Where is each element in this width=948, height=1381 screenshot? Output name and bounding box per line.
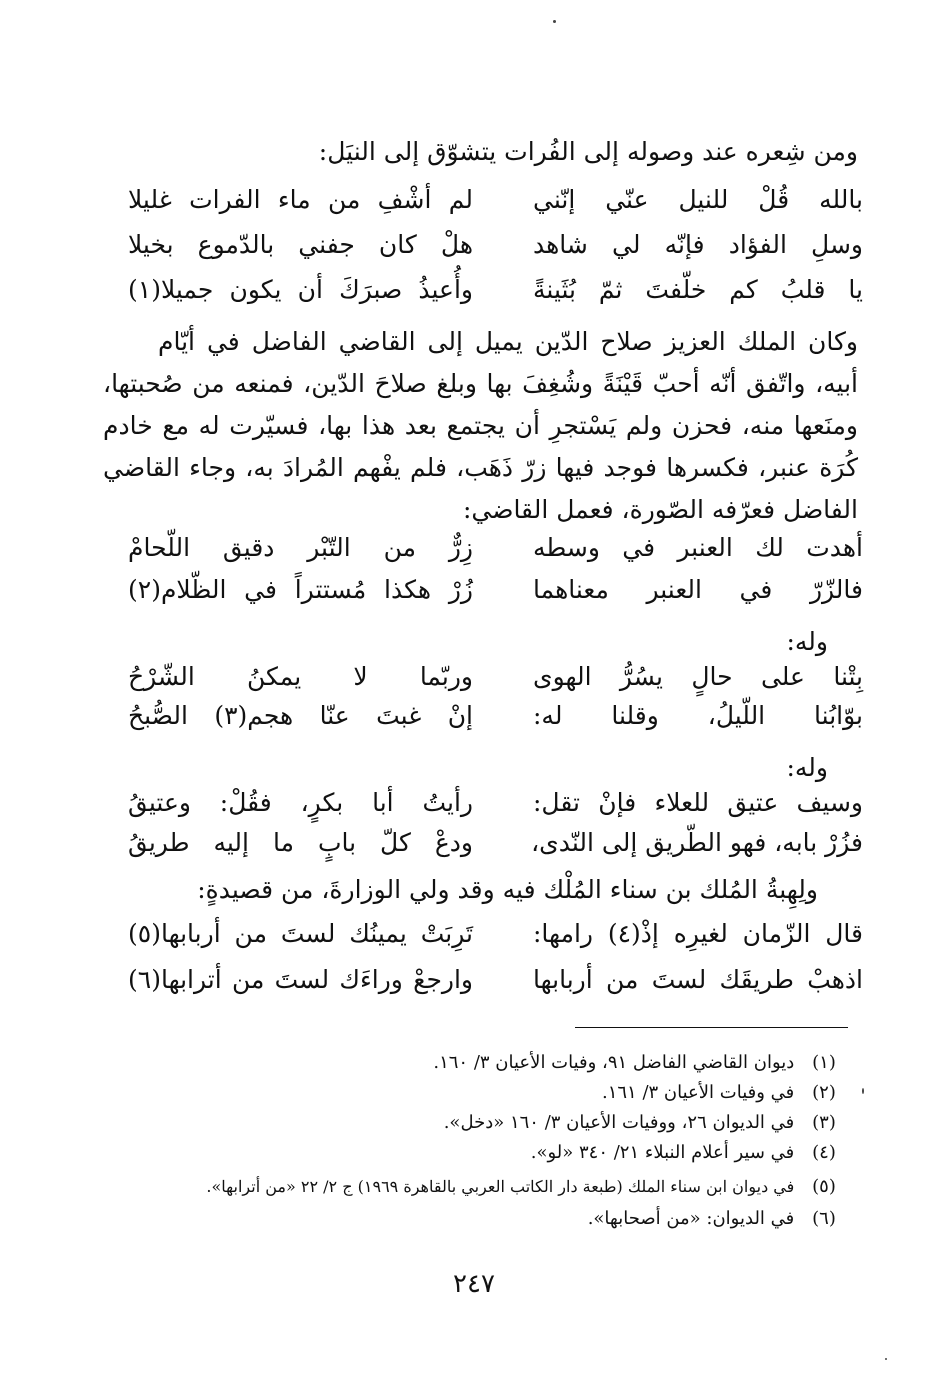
footnote xyxy=(206,1172,848,1202)
hemistich-first: بوّابُنا اللّيلُ، وقلنا له: xyxy=(533,701,863,730)
hemistich-second: ودعْ كلّ بابٍ ما إليه طريقُ xyxy=(128,828,473,857)
prose-line: ومنَعها منه، فحزن ولم يَسْتجرِ أن يجتمع بعد هذا بها، فسيّرت له مع خادم xyxy=(103,411,858,440)
intro-line: ومن شِعره عند وصوله إلى الفُرات يتشوّق إلى النيَل: xyxy=(318,137,858,166)
footnote-text: ديوان القاضي الفاضل ٩١، وفيات الأعيان ٣/ ١٦٠. xyxy=(433,1052,795,1073)
scan-speck xyxy=(885,1358,887,1360)
footnote-number: (٤) xyxy=(812,1142,836,1163)
hemistich-first: يا قلبُ كم خلّفتَ ثمّ بُثَينةً xyxy=(533,275,863,304)
hemistich-first: وسيف عتيق للعلاء فإنْ تقل: xyxy=(533,788,863,817)
footnote-text: في ديوان ابن سناء الملك (طبعة دار الكاتب العربي بالقاهرة ١٩٦٩) ج ٢/ ٢٢ «من أترابها». xyxy=(206,1177,795,1196)
hemistich-second: زِرٌّ من التّبْر دقيق اللّحامْ xyxy=(128,533,473,562)
walahu-label: وله: xyxy=(786,753,828,782)
walahu-label: وله: xyxy=(786,627,828,656)
hemistich-first: بالله قُلْ للنيل عنّي إنّني xyxy=(533,185,863,214)
verse-line xyxy=(128,960,863,1000)
footnote-text: في سير أعلام النبلاء ٢١/ ٣٤٠ «لو». xyxy=(530,1142,795,1163)
footnote-number: (٥) xyxy=(812,1176,836,1197)
verse-line xyxy=(128,696,863,736)
prose-line: أبيه، واتّفق أنّه أحبّ قَيْنَةً وشُغِفَ بها وبلغ صلاحَ الدّين، فمنعه من صُحبتها، xyxy=(103,369,858,398)
hemistich-first: أهدت لك العنبر في وسطه xyxy=(533,533,863,562)
hemistich-second: وأُعيذُ صبرَكَ أن يكون جميلا(١) xyxy=(128,275,473,304)
hemistich-first: فزُرْ بابه، فهو الطّريق إلى النّدى، xyxy=(531,828,863,857)
hemistich-first: قال الزّمان لغيرِه إذْ(٤) رامها: xyxy=(533,919,863,948)
scan-speck xyxy=(553,20,556,23)
intro-line: ولِهِبةُ المُلك بن سناء المُلْك فيه وقد ولي الوزارةَ، من قصيدةٍ: xyxy=(197,875,818,904)
verse-line xyxy=(128,180,863,220)
footnote xyxy=(444,1108,848,1138)
verse-line xyxy=(128,783,863,823)
footnote xyxy=(433,1048,848,1078)
page-number: ٢٤٧ xyxy=(453,1269,495,1299)
footnote xyxy=(602,1078,848,1108)
prose-line: الفاضل فعرّفه الصّورة، فعمل القاضي: xyxy=(462,495,858,524)
verse-line xyxy=(128,657,863,697)
hemistich-second: رأيتُ أبا بكرٍ، فقُلْ: وعتيقُ xyxy=(128,788,473,817)
footnote-text: في الديوان: «من أصحابها». xyxy=(587,1208,795,1229)
hemistich-second: وربّما لا يمكنُ الشّرْحُ xyxy=(128,662,473,691)
verse-line xyxy=(128,914,863,954)
hemistich-second: هلْ كان جفني بالدّموع بخيلا xyxy=(128,230,473,259)
footnote-separator xyxy=(575,1027,848,1028)
hemistich-second: إنْ غبتَ عنّا هجم(٣) الصُّبحُ xyxy=(128,701,474,730)
footnote xyxy=(531,1138,848,1168)
hemistich-second: وارجعْ وراءَك لستَ من أترابها(٦) xyxy=(128,965,473,994)
footnote-text: في الديوان ٢٦، ووفيات الأعيان ٣/ ١٦٠ «دخل». xyxy=(443,1112,795,1133)
verse-line xyxy=(128,270,863,310)
footnote xyxy=(588,1204,848,1234)
verse-line xyxy=(128,823,863,863)
hemistich-second: زُرْ هكذا مُستتراً في الظّلام(٢) xyxy=(128,575,473,604)
hemistich-second: لم أشْفِ من ماء الفرات غليلا xyxy=(128,185,473,214)
footnote-number: (٢) xyxy=(812,1082,836,1103)
footnote-number: (٦) xyxy=(812,1208,836,1229)
verse-line xyxy=(128,528,863,568)
verse-line xyxy=(128,225,863,265)
scan-speck xyxy=(862,1088,864,1094)
hemistich-first: بِتْنا على حالٍ يسُرُّ الهوى xyxy=(533,662,863,691)
footnote-number: (٣) xyxy=(812,1112,836,1133)
hemistich-first: فالزّرّ في العنبر معناهما xyxy=(533,575,863,604)
hemistich-first: وسلِ الفؤاد فإنّه لي شاهد xyxy=(533,230,863,259)
hemistich-second: تَرِبَتْ يمينُك لستَ من أربابها(٥) xyxy=(128,919,473,948)
footnote-number: (١) xyxy=(812,1052,836,1073)
verse-line xyxy=(128,570,863,610)
hemistich-first: اذهبْ طريقَك لستَ من أربابها xyxy=(533,965,863,994)
footnote-text: في وفيات الأعيان ٣/ ١٦١. xyxy=(601,1082,795,1103)
prose-line: كُرَة عنبر، فكسرها فوجد فيها زرّ ذَهَب، فلم يفْهم المُرادَ به، وجاء القاضي xyxy=(103,453,858,482)
prose-line: وكان الملك العزيز صلاح الدّين يميل إلى القاضي الفاضل في أيّام xyxy=(158,327,858,356)
